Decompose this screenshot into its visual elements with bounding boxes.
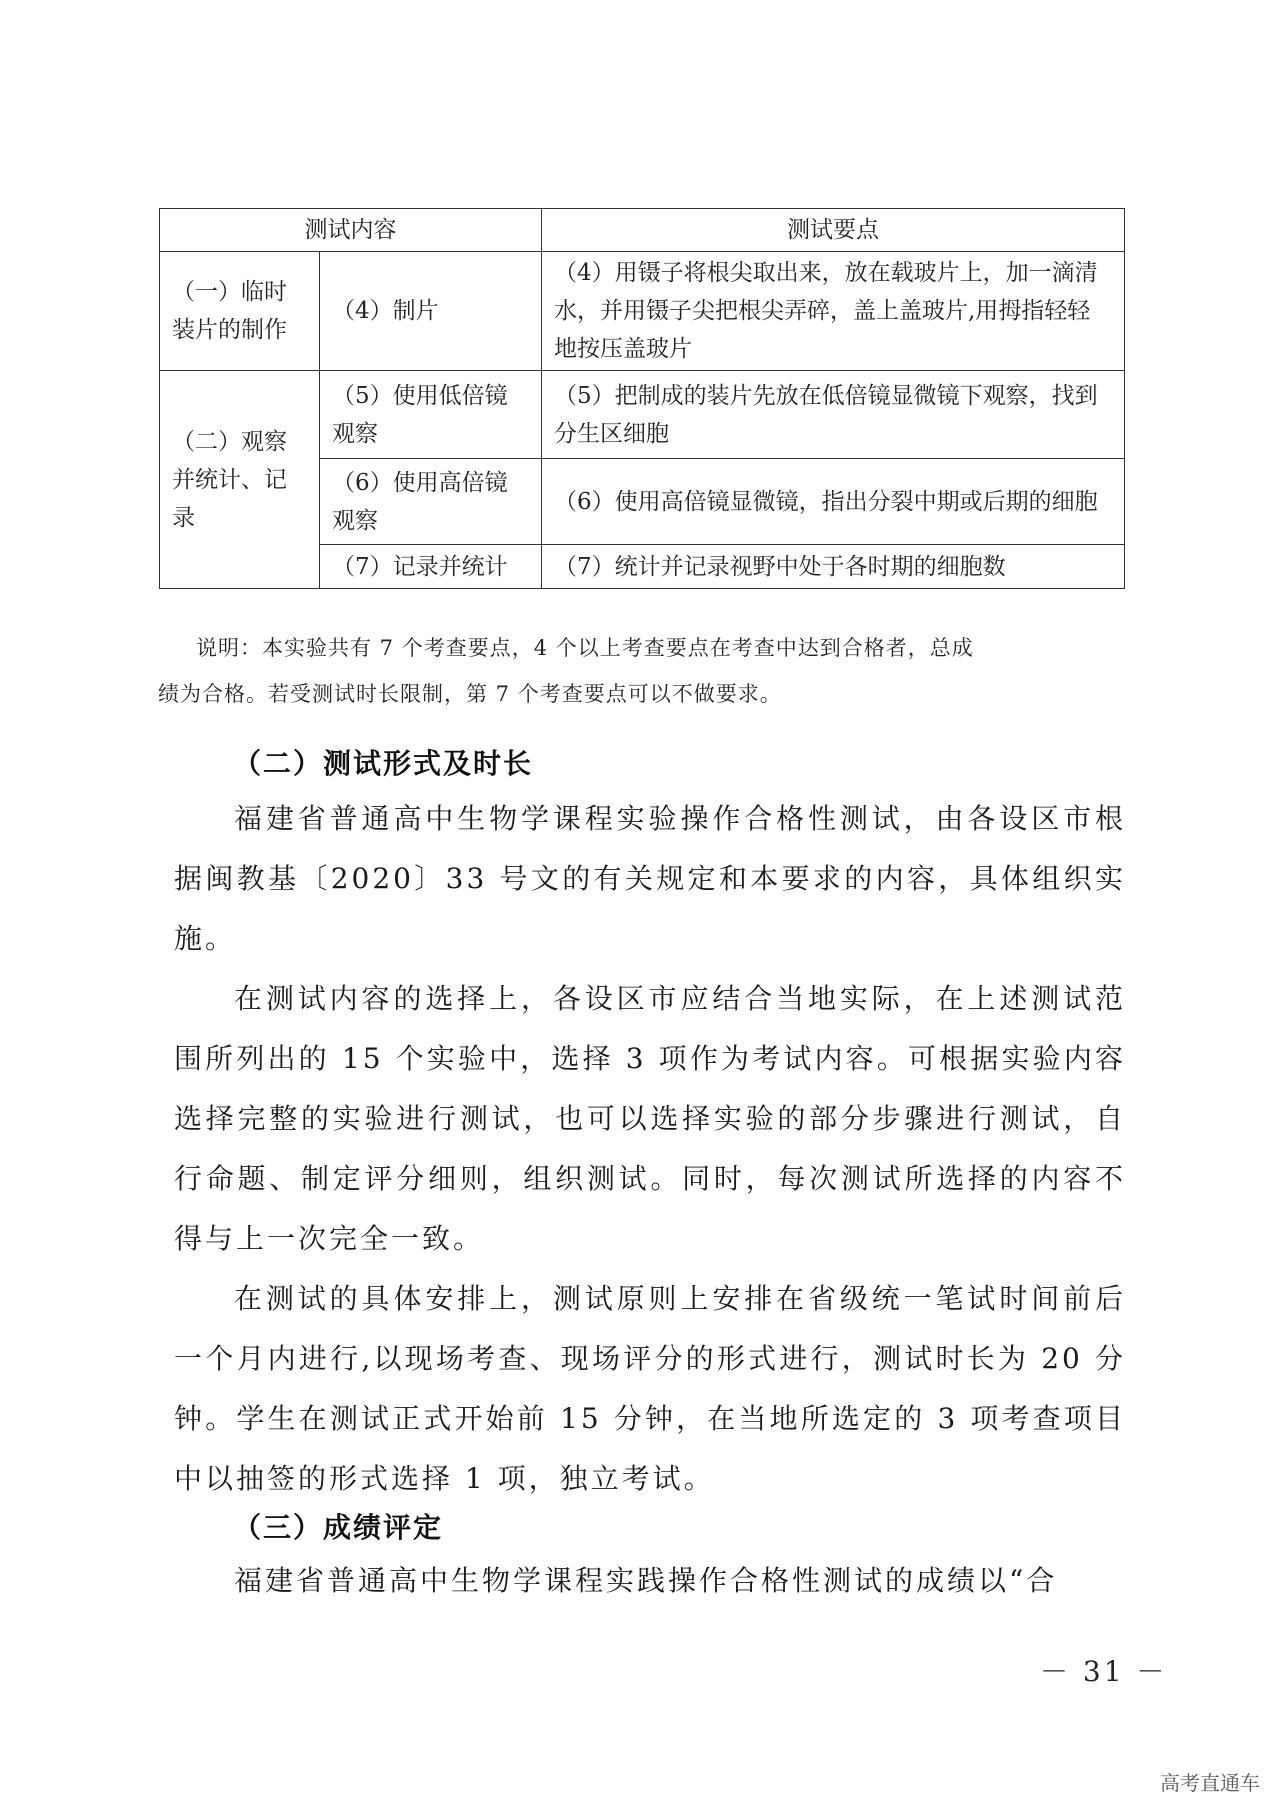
- test-content-table: [159, 208, 1125, 589]
- table-point-cell: （6）使用高倍镜显微镜，指出分裂中期或后期的细胞: [542, 459, 1125, 545]
- note-line-1: 说明：本实验共有 7 个考查要点，4 个以上考查要点在考查中达到合格者，总成: [196, 636, 974, 660]
- table-header-content: 测试内容: [160, 209, 542, 252]
- paragraph: 福建省普通高中生物学课程实践操作合格性测试的成绩以“合: [234, 1564, 1058, 1597]
- page-number: － 31 －: [1040, 1655, 1168, 1688]
- table-row: [160, 371, 1125, 459]
- section-heading-test-format: （二）测试形式及时长: [233, 747, 534, 780]
- table-item-cell: （6）使用高倍镜观察: [320, 459, 542, 545]
- table-row: [160, 252, 1125, 371]
- table-item-cell: （4）制片: [320, 252, 542, 371]
- section-heading-scoring: （三）成绩评定: [233, 1511, 444, 1544]
- table-item-cell: （5）使用低倍镜观察: [320, 371, 542, 459]
- table-note: [158, 625, 1126, 717]
- table-point-cell: （7）统计并记录视野中处于各时期的细胞数: [542, 545, 1125, 589]
- watermark-text: 高考直通车: [1160, 1771, 1260, 1795]
- table-point-cell: （4）用镊子将根尖取出来，放在载玻片上，加一滴清水，并用镊子尖把根尖弄碎，盖上盖玻片,用拇指轻轻地按压盖玻片: [542, 252, 1125, 371]
- table-group-name: （二）观察并统计、记录: [160, 371, 320, 589]
- table-group-name: （一）临时装片的制作: [160, 252, 320, 371]
- paragraph: 在测试内容的选择上，各设区市应结合当地实际，在上述测试范围所列出的 15 个实验中，选择 3 项作为考试内容。可根据实验内容选择完整的实验进行测试，也可以选择实验的部分步骤进行测试，自行命题、制定评分细则，组织测试。同时，每次测试所选择的内容不得与上一次完全一致。: [174, 982, 1126, 1255]
- paragraph: 福建省普通高中生物学课程实验操作合格性测试，由各设区市根据闽教基〔2020〕33 号文的有关规定和本要求的内容，具体组织实施。: [174, 802, 1126, 955]
- table-item-cell: （7）记录并统计: [320, 545, 542, 589]
- table-point-cell: （5）把制成的装片先放在低倍镜显微镜下观察，找到分生区细胞: [542, 371, 1125, 459]
- paragraph: 在测试的具体安排上，测试原则上安排在省级统一笔试时间前后一个月内进行,以现场考查、现场评分的形式进行，测试时长为 20 分钟。学生在测试正式开始前 15 分钟，在当地所选定的 3 项考查项目中以抽签的形式选择 1 项，独立考试。: [174, 1282, 1126, 1495]
- table-header-points: 测试要点: [542, 209, 1125, 252]
- table-header-row: [160, 209, 1125, 252]
- note-line-2: 绩为合格。若受测试时长限制，第 7 个考查要点可以不做要求。: [158, 682, 782, 706]
